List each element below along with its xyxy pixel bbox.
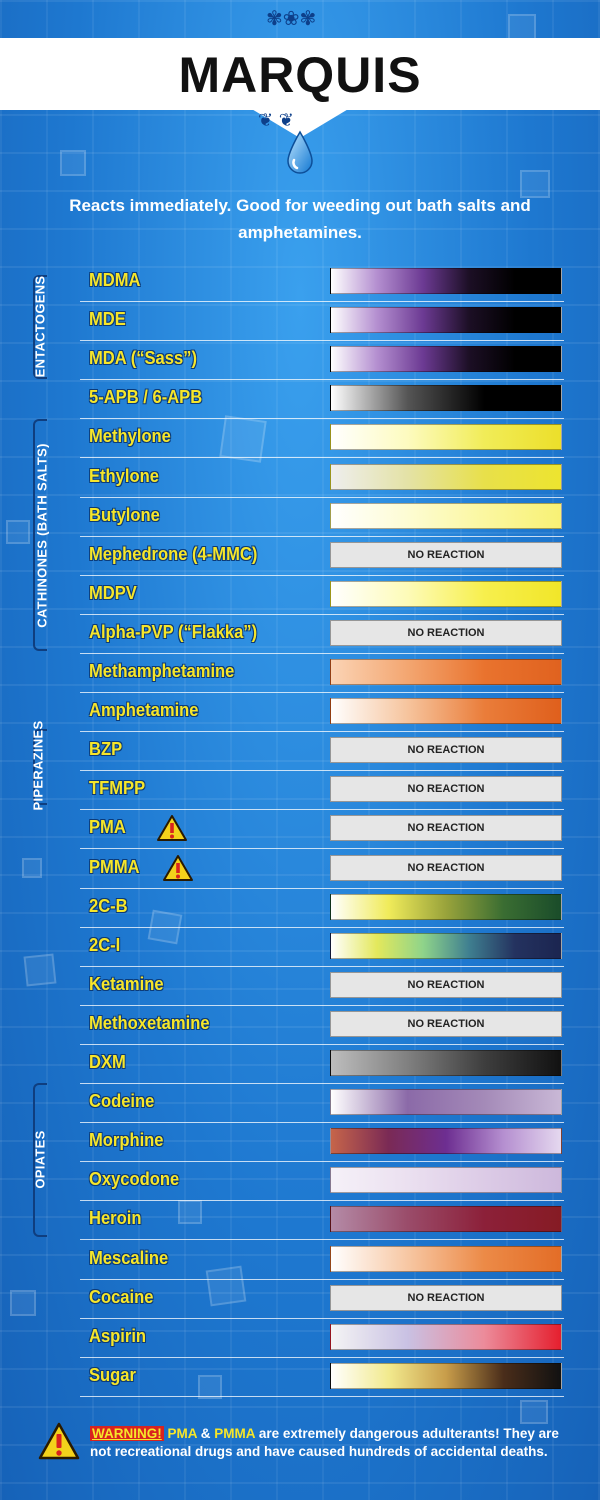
table-row [80, 1280, 564, 1319]
footer-pmma: PMMA [214, 1426, 256, 1441]
drug-name: 5-APB / 6-APB [89, 387, 203, 408]
table-row [80, 419, 564, 458]
color-reaction-swatch [330, 659, 562, 685]
table-row [80, 654, 564, 693]
no-reaction-swatch: NO REACTION [330, 737, 562, 763]
table-row [80, 967, 564, 1006]
drug-name: Sugar [89, 1364, 136, 1385]
drug-name: Codeine [89, 1091, 155, 1112]
footer-warning-text [90, 1425, 570, 1461]
group-label-cathinones: CATHINONES (BATH SALTS) [34, 443, 50, 628]
drug-name: Cocaine [89, 1286, 154, 1307]
ornament-icon: ❦ ❦ [258, 110, 294, 131]
drug-name: MDA (“Sass”) [89, 348, 197, 369]
table-row [80, 771, 564, 810]
group-label-opiates: OPIATES [32, 1130, 48, 1189]
table-row [80, 302, 564, 341]
table-row [80, 380, 564, 419]
color-reaction-swatch [330, 1246, 562, 1272]
no-reaction-swatch: NO REACTION [330, 620, 562, 646]
drug-name: 2C-I [89, 934, 121, 955]
color-reaction-swatch [330, 933, 562, 959]
table-row [80, 263, 564, 302]
color-reaction-swatch [330, 894, 562, 920]
page-title: MARQUIS [178, 47, 422, 103]
no-reaction-swatch: NO REACTION [330, 776, 562, 802]
table-row [80, 1319, 564, 1358]
color-reaction-swatch [330, 1206, 562, 1232]
no-reaction-swatch: NO REACTION [330, 972, 562, 998]
warning-triangle-icon [38, 1422, 80, 1460]
color-reaction-swatch [330, 1050, 562, 1076]
color-reaction-swatch [330, 1089, 562, 1115]
table-row [80, 889, 564, 928]
no-reaction-swatch: NO REACTION [330, 815, 562, 841]
background-square [22, 858, 42, 878]
drug-name: Oxycodone [89, 1169, 180, 1190]
table-row [80, 615, 564, 654]
table-row [80, 850, 564, 889]
table-row [80, 341, 564, 380]
drug-name: Methamphetamine [89, 661, 235, 681]
group-label-piperazines: PIPERAZINES [30, 720, 46, 811]
table-row [80, 732, 564, 771]
no-reaction-swatch: NO REACTION [330, 855, 562, 881]
color-reaction-swatch [330, 268, 562, 294]
table-row [80, 498, 564, 537]
drug-name: Ethylone [89, 465, 159, 486]
color-reaction-swatch [330, 698, 562, 724]
drug-name: MDE [89, 309, 126, 330]
drug-name: TFMPP [89, 778, 146, 799]
table-row [80, 1162, 564, 1201]
warning-tag: WARNING! [92, 1426, 162, 1441]
drug-name: Methoxetamine [89, 1012, 210, 1033]
drug-name: MDPV [89, 582, 137, 603]
subtitle: Reacts immediately. Good for weeding out bath salts and amphetamines. [69, 196, 531, 242]
footer-text-body: are extremely dangerous adulterants! They are not recreational drugs and have caused hundreds of accidental deaths. [90, 1426, 559, 1459]
drug-name: Morphine [89, 1130, 164, 1151]
table-row [80, 537, 564, 576]
color-reaction-swatch [330, 1167, 562, 1193]
drug-name: 2C-B [89, 895, 128, 916]
table-row [80, 1045, 564, 1084]
color-reaction-swatch [330, 1363, 562, 1389]
table-row [80, 1123, 564, 1162]
water-drop-icon [285, 130, 315, 176]
no-reaction-swatch: NO REACTION [330, 1011, 562, 1037]
table-row [80, 1241, 564, 1280]
drug-name: Heroin [89, 1208, 142, 1229]
table-row [80, 459, 564, 498]
drug-name: Mescaline [89, 1247, 169, 1268]
background-square [6, 520, 30, 544]
warning-triangle-icon [162, 854, 194, 882]
background-square [10, 1290, 36, 1316]
group-label-entactogens: ENTACTOGENS [32, 275, 48, 378]
drug-name: Ketamine [89, 973, 164, 994]
drug-name: PMA [89, 817, 126, 838]
footer-amp: & [200, 1426, 211, 1441]
drug-name: Mephedrone (4-MMC) [89, 543, 258, 564]
table-row [80, 1084, 564, 1123]
color-reaction-swatch [330, 424, 562, 450]
drug-name: DXM [89, 1052, 126, 1072]
color-reaction-swatch [330, 1128, 562, 1154]
color-reaction-swatch [330, 385, 562, 411]
drug-name: Aspirin [89, 1325, 147, 1346]
drug-name: PMMA [89, 856, 140, 877]
no-reaction-swatch: NO REACTION [330, 1285, 562, 1311]
color-reaction-swatch [330, 346, 562, 372]
table-row [80, 1201, 564, 1240]
color-reaction-swatch [330, 464, 562, 490]
footer-warning [38, 1420, 568, 1470]
drug-name: Amphetamine [89, 700, 199, 721]
no-reaction-swatch: NO REACTION [330, 542, 562, 568]
table-row [80, 1006, 564, 1045]
color-reaction-swatch [330, 503, 562, 529]
table-row [80, 810, 564, 849]
background-square [60, 150, 86, 176]
color-reaction-swatch [330, 307, 562, 333]
drug-name: Alpha-PVP (“Flakka”) [89, 621, 258, 642]
color-reaction-swatch [330, 581, 562, 607]
footer-pma: PMA [167, 1426, 198, 1441]
drug-name: MDMA [89, 270, 141, 290]
color-reaction-swatch [330, 1324, 562, 1350]
background-square [24, 954, 57, 987]
drug-name: BZP [89, 739, 123, 760]
table-row [80, 928, 564, 967]
warning-triangle-icon [156, 814, 188, 842]
table-row [80, 576, 564, 615]
table-row [80, 693, 564, 732]
table-row [80, 1358, 564, 1397]
drug-name: Methylone [89, 426, 171, 447]
ornament-icon: ✾❀✾ [266, 6, 317, 30]
drug-name: Butylone [89, 504, 160, 525]
